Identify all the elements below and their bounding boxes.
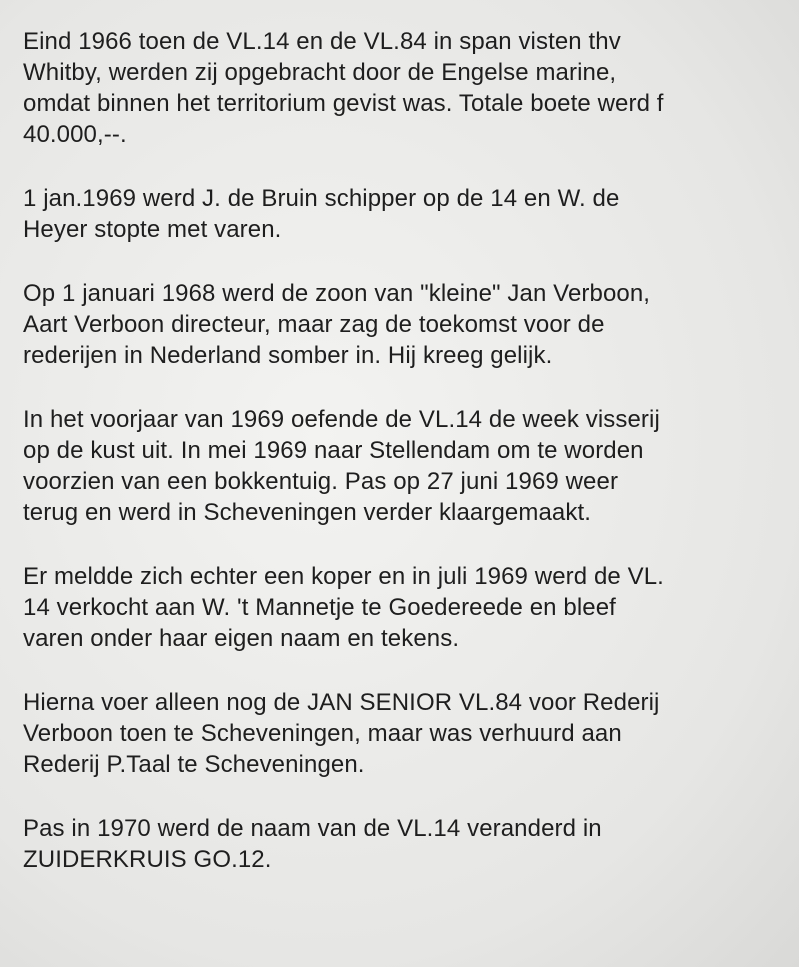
paragraph-2 <box>23 183 781 245</box>
text-line: rederijen in Nederland somber in. Hij kreeg gelijk. <box>23 342 553 369</box>
paragraph-7 <box>23 813 781 875</box>
text-line: Pas in 1970 werd de naam van de VL.14 veranderd in <box>23 815 602 842</box>
text-line: Hierna voer alleen nog de JAN SENIOR VL.84 voor Rederij <box>23 689 660 716</box>
text-line: 40.000,--. <box>23 121 127 148</box>
text-line: Heyer stopte met varen. <box>23 216 282 243</box>
text-line: 14 verkocht aan W. 't Mannetje te Goedereede en bleef <box>23 594 616 621</box>
text-line: Op 1 januari 1968 werd de zoon van "kleine" Jan Verboon, <box>23 280 651 307</box>
text-line: terug en werd in Scheveningen verder klaargemaakt. <box>23 499 591 526</box>
paragraph-1 <box>23 26 781 150</box>
text-line: Rederij P.Taal te Scheveningen. <box>23 751 365 778</box>
text-line: varen onder haar eigen naam en tekens. <box>23 625 460 652</box>
text-line: voorzien van een bokkentuig. Pas op 27 juni 1969 weer <box>23 468 619 495</box>
paragraph-5 <box>23 561 781 654</box>
text-line: In het voorjaar van 1969 oefende de VL.14 de week visserij <box>23 406 660 433</box>
text-line: Whitby, werden zij opgebracht door de Engelse marine, <box>23 59 617 86</box>
paragraph-6 <box>23 687 781 780</box>
text-line: ZUIDERKRUIS GO.12. <box>23 846 272 873</box>
text-line: Eind 1966 toen de VL.14 en de VL.84 in span visten thv <box>23 28 621 55</box>
text-line: 1 jan.1969 werd J. de Bruin schipper op de 14 en W. de <box>23 185 620 212</box>
text-line: Verboon toen te Scheveningen, maar was verhuurd aan <box>23 720 622 747</box>
text-line: Er meldde zich echter een koper en in juli 1969 werd de VL. <box>23 563 664 590</box>
paragraph-3 <box>23 278 781 371</box>
text-line: omdat binnen het territorium gevist was. Totale boete werd f <box>23 90 664 117</box>
text-line: Aart Verboon directeur, maar zag de toekomst voor de <box>23 311 605 338</box>
text-line: op de kust uit. In mei 1969 naar Stellendam om te worden <box>23 437 644 464</box>
paragraph-4 <box>23 404 781 528</box>
